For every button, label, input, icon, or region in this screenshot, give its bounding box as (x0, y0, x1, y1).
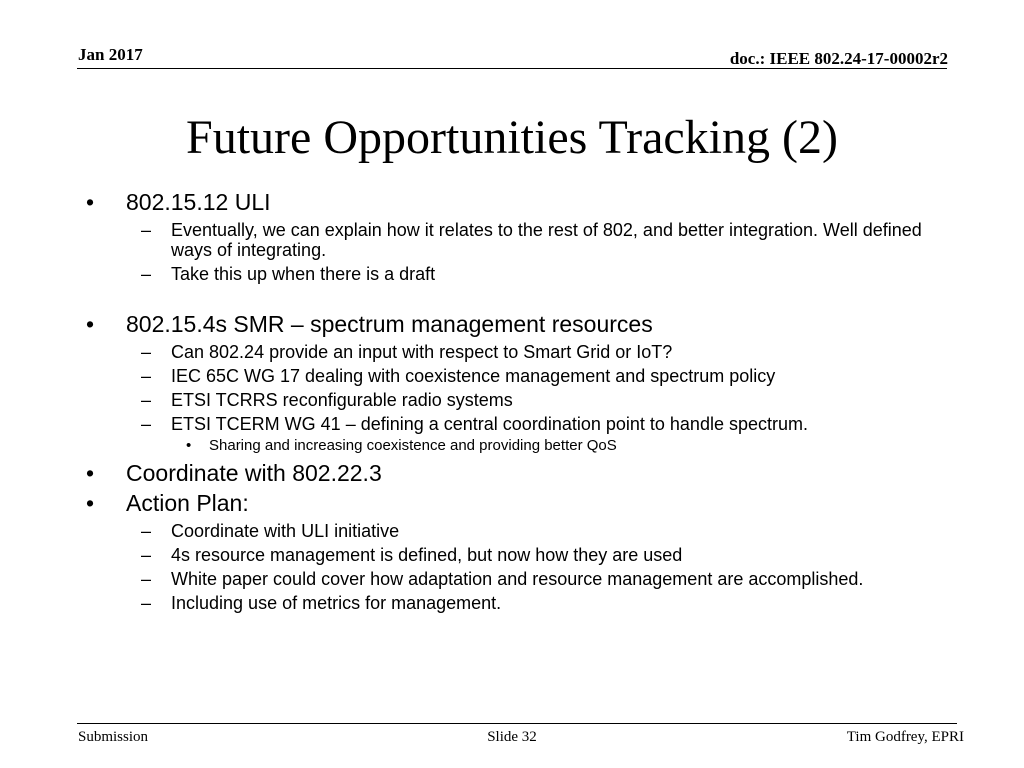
dash-icon: – (141, 569, 152, 589)
sub-bullet-item (86, 593, 966, 613)
bullet-text: Coordinate with 802.22.3 (126, 460, 382, 486)
sub-bullet-item (86, 390, 966, 410)
sub-bullet-text: White paper could cover how adaptation and resource management are accomplished. (171, 569, 864, 589)
bullet-icon: • (86, 311, 95, 337)
dash-icon: – (141, 264, 152, 284)
sub-bullet-item (86, 264, 966, 284)
bullet-text: Action Plan: (126, 490, 249, 516)
bullet-item (86, 310, 966, 338)
sub-bullet-item (86, 545, 966, 565)
header-divider (77, 68, 947, 69)
bullet-item (86, 188, 966, 216)
sub-bullet-text: Can 802.24 provide an input with respect to Smart Grid or IoT? (171, 342, 673, 362)
footer-submission: Submission (78, 729, 149, 745)
sub-sub-bullet-item (86, 437, 966, 455)
sub-bullet-text: IEC 65C WG 17 dealing with coexistence management and spectrum policy (171, 366, 776, 386)
sub-bullet-text: 4s resource management is defined, but now how they are used (171, 545, 683, 565)
footer-author: Tim Godfrey, EPRI (846, 729, 964, 745)
dash-icon: – (141, 342, 152, 362)
header-doc-id: doc.: IEEE 802.24-17-00002r2 (729, 49, 948, 68)
sub-bullet-item (86, 366, 966, 386)
sub-bullet-item (86, 414, 966, 434)
bullet-icon: • (186, 437, 192, 454)
dash-icon: – (141, 545, 152, 565)
dash-icon: – (141, 414, 152, 434)
footer-divider (77, 723, 957, 724)
sub-bullet-text: Take this up when there is a draft (171, 264, 436, 284)
sub-bullet-text: ETSI TCRRS reconfigurable radio systems (171, 390, 513, 410)
slide-title: Future Opportunities Tracking (2) (186, 111, 838, 164)
sub-bullet-text: Eventually, we can explain how it relates to the rest of 802, and better integration. Well defined ways of integrating. (171, 220, 922, 260)
bullet-icon: • (86, 490, 95, 516)
sub-bullet-text: ETSI TCERM WG 41 – defining a central coordination point to handle spectrum. (171, 414, 808, 434)
dash-icon: – (141, 220, 152, 240)
bullet-text: 802.15.12 ULI (126, 189, 271, 215)
sub-bullet-item (86, 521, 966, 541)
sub-bullet-item (86, 342, 966, 362)
bullet-icon: • (86, 460, 95, 486)
bullet-text: 802.15.4s SMR – spectrum management resources (126, 311, 653, 337)
slide-body (86, 188, 966, 613)
dash-icon: – (141, 521, 152, 541)
dash-icon: – (141, 593, 152, 613)
bullet-icon: • (86, 189, 95, 215)
sub-bullet-text: Coordinate with ULI initiative (171, 521, 400, 541)
header-date: Jan 2017 (78, 45, 143, 64)
sub-bullet-text: Including use of metrics for management. (171, 593, 502, 613)
sub-bullet-item (86, 569, 966, 589)
sub-bullet-item (86, 220, 966, 260)
dash-icon: – (141, 366, 152, 386)
bullet-item (86, 459, 966, 487)
bullet-item (86, 489, 966, 517)
sub-sub-bullet-text: Sharing and increasing coexistence and providing better QoS (209, 437, 617, 454)
footer-slide-number: Slide 32 (487, 729, 537, 745)
dash-icon: – (141, 390, 152, 410)
